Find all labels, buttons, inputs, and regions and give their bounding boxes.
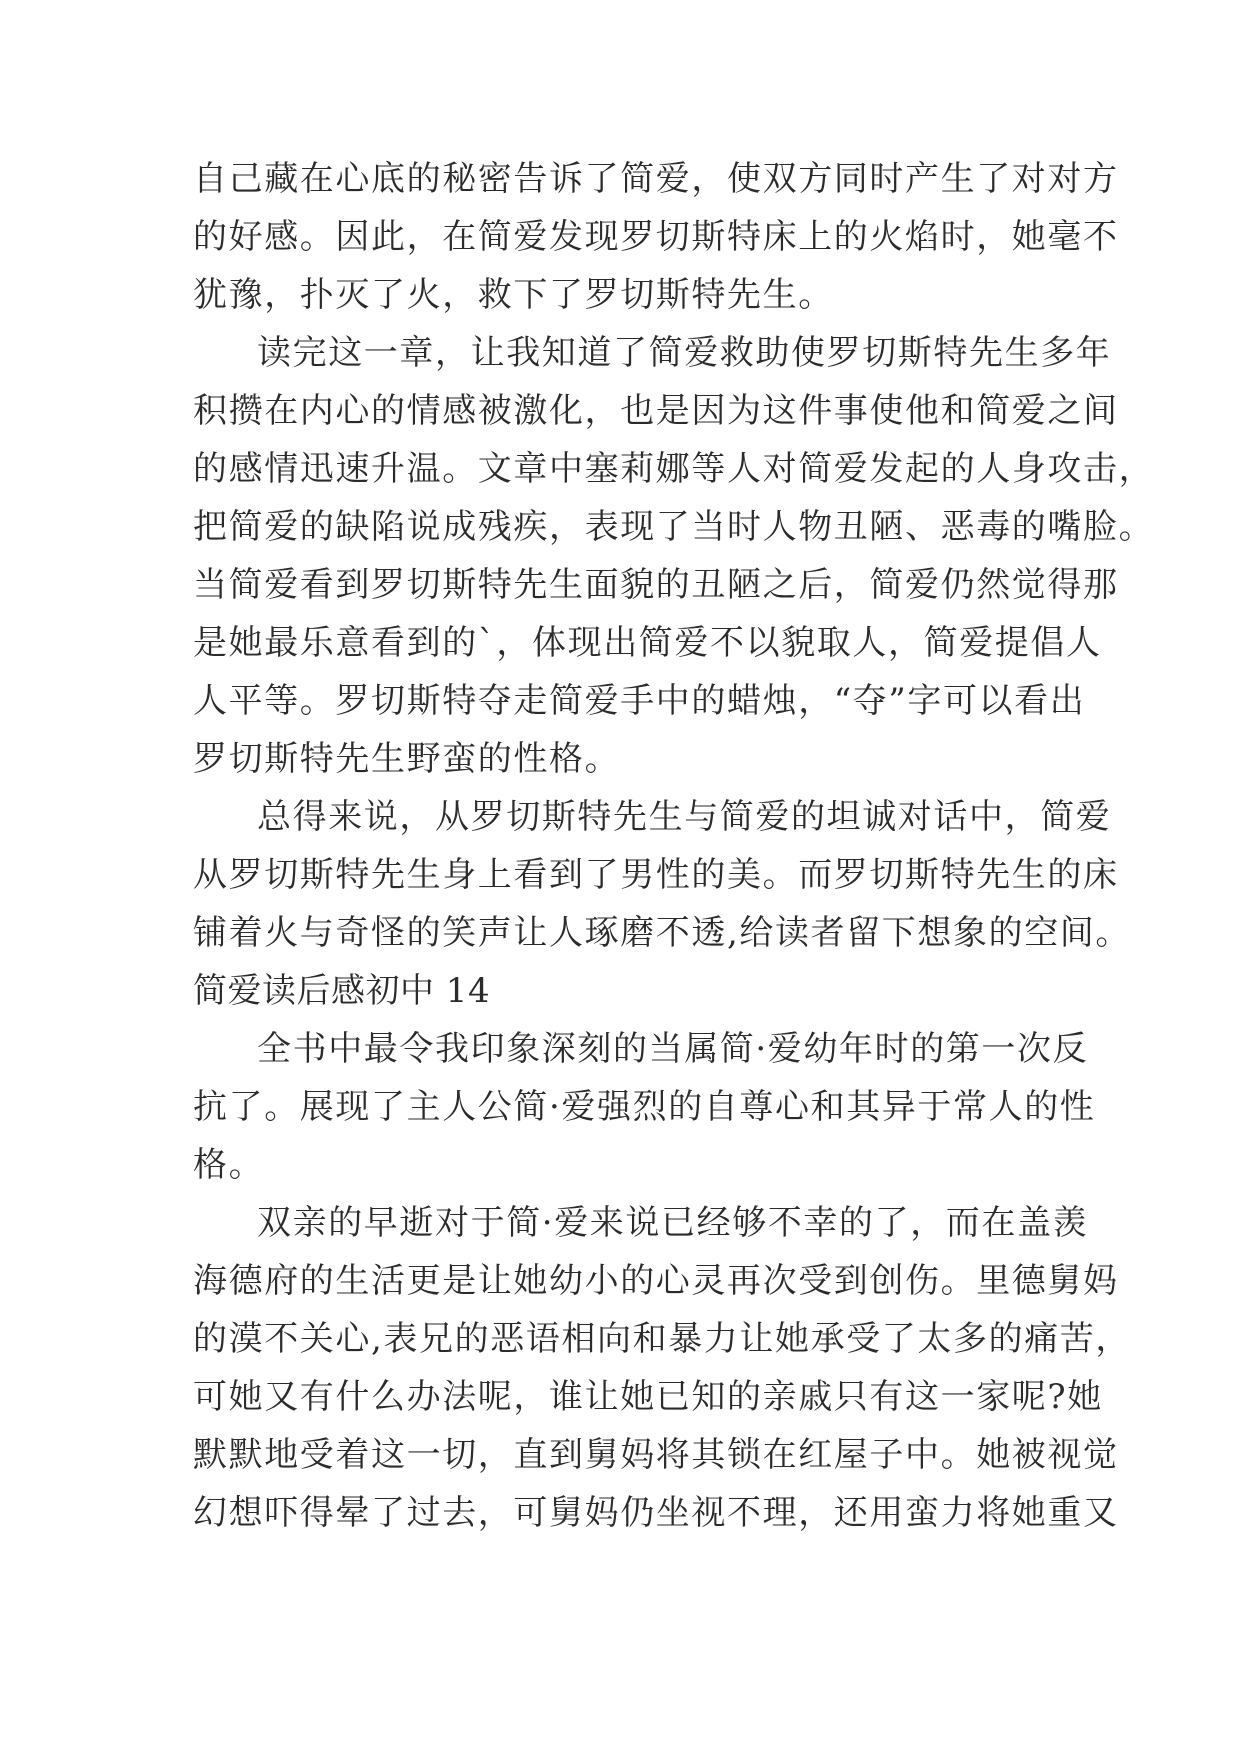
text-line: 幻想吓得晕了过去，可舅妈仍坐视不理，还用蛮力将她重又	[193, 1493, 1119, 1533]
text-line: 人平等。罗切斯特夺走简爱手中的蜡烛，“夺”字可以看出	[193, 681, 1086, 721]
text-line: 自己藏在心底的秘密告诉了简爱，使双方同时产生了对对方	[193, 159, 1119, 199]
text-line: 海德府的生活更是让她幼小的心灵再次受到创伤。里德舅妈	[193, 1261, 1119, 1301]
text-line: 当简爱看到罗切斯特先生面貌的丑陋之后，简爱仍然觉得那	[193, 565, 1119, 605]
text-line: 抗了。展现了主人公简·爱强烈的自尊心和其异于常人的性	[193, 1087, 1096, 1127]
text-line: 是她最乐意看到的`，体现出简爱不以貌取人，简爱提倡人	[193, 623, 1102, 663]
text-line: 的感情迅速升温。文章中塞莉娜等人对简爱发起的人身攻击，	[193, 449, 1155, 489]
paragraph-first-line: 总得来说，从罗切斯特先生与简爱的坦诚对话中，简爱	[257, 797, 1112, 837]
text-line: 犹豫，扑灭了火，救下了罗切斯特先生。	[193, 275, 834, 315]
text-line: 把简爱的缺陷说成残疾，表现了当时人物丑陋、恶毒的嘴脸。	[193, 507, 1155, 547]
text-line: 默默地受着这一切，直到舅妈将其锁在红屋子中。她被视觉	[193, 1435, 1119, 1475]
text-line: 罗切斯特先生野蛮的性格。	[193, 739, 621, 779]
text-line: 从罗切斯特先生身上看到了男性的美。而罗切斯特先生的床	[193, 855, 1119, 895]
document-body	[193, 150, 1155, 1542]
text-line: 积攒在内心的情感被激化，也是因为这件事使他和简爱之间	[193, 391, 1119, 431]
paragraph-first-line: 全书中最令我印象深刻的当属简·爱幼年时的第一次反	[257, 1029, 1089, 1069]
paragraph-first-line: 读完这一章，让我知道了简爱救助使罗切斯特先生多年	[257, 333, 1112, 373]
text-line: 的漠不关心,表兄的恶语相向和暴力让她承受了太多的痛苦，	[193, 1319, 1132, 1359]
section-heading: 简爱读后感初中 14	[193, 971, 491, 1011]
text-line: 格。	[193, 1145, 265, 1185]
text-line: 的好感。因此，在简爱发现罗切斯特床上的火焰时，她毫不	[193, 217, 1119, 257]
paragraph-first-line: 双亲的早逝对于简·爱来说已经够不幸的了，而在盖羡	[257, 1203, 1089, 1243]
text-line: 可她又有什么办法呢，谁让她已知的亲戚只有这一家呢?她	[193, 1377, 1103, 1417]
text-line: 铺着火与奇怪的笑声让人琢磨不透,给读者留下想象的空间。	[193, 913, 1132, 953]
